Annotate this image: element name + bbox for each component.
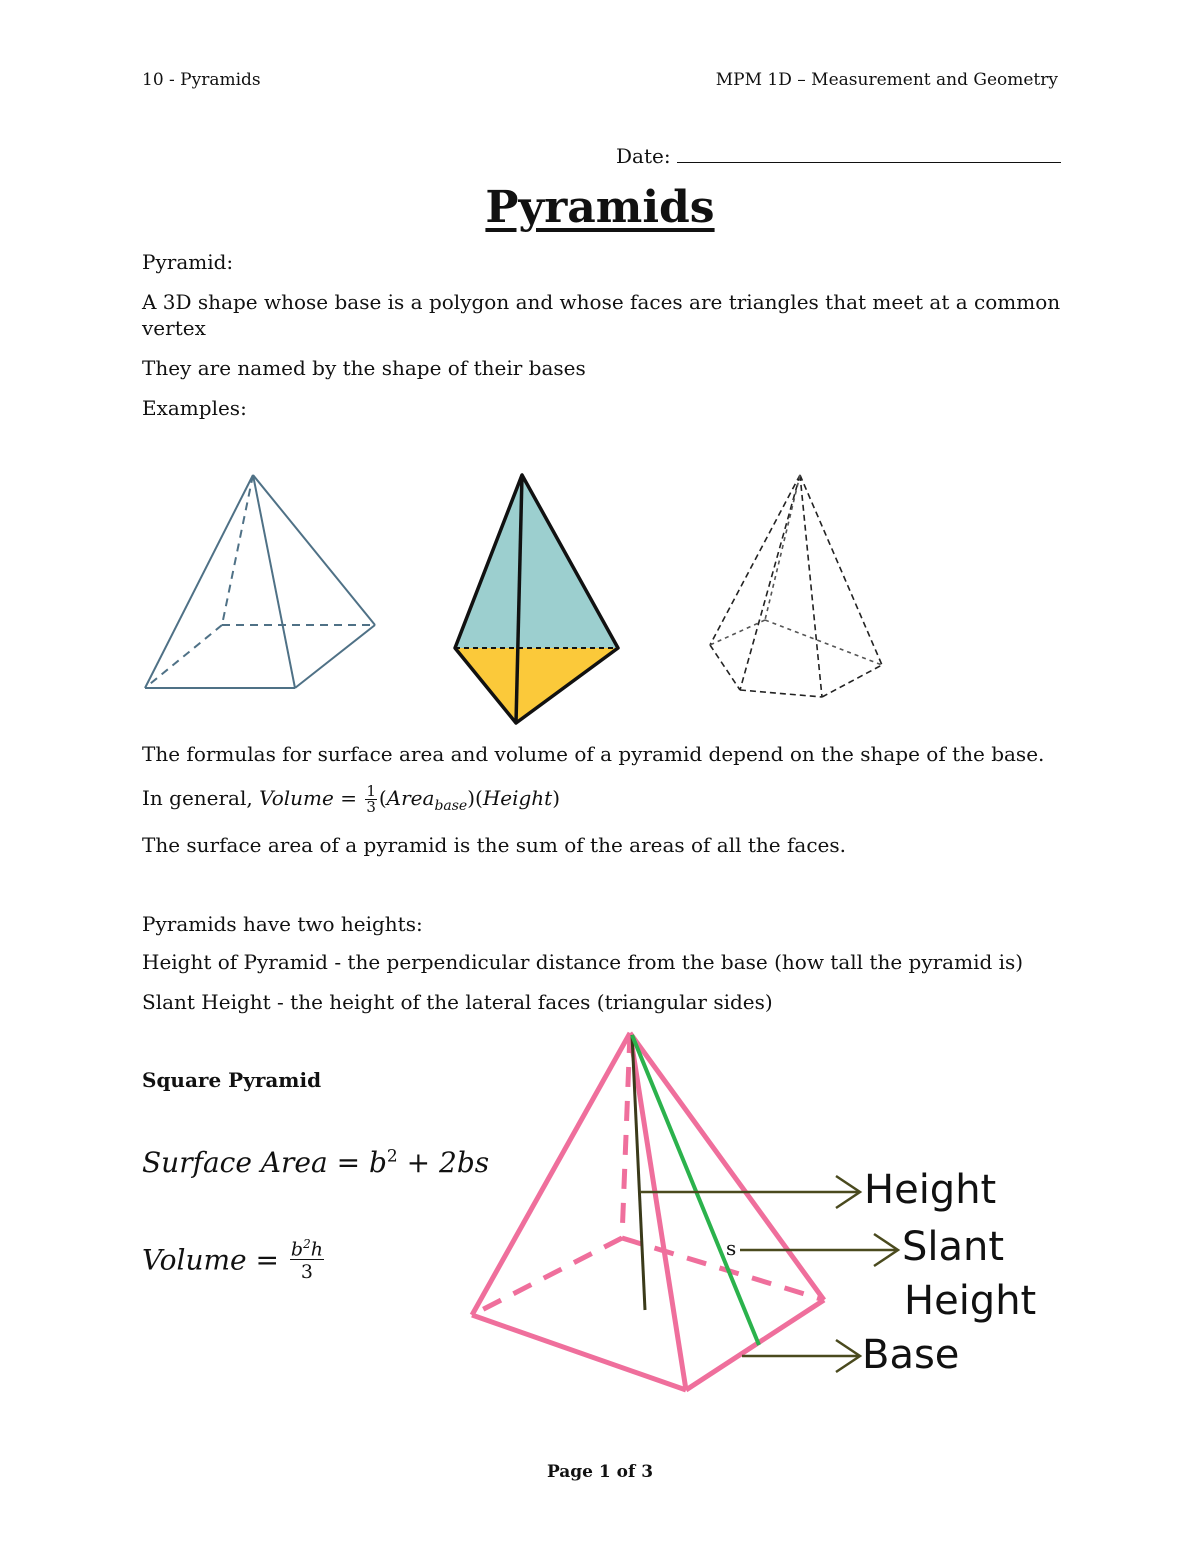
- s-marker: s: [726, 1236, 737, 1260]
- general-prefix: In general,: [142, 786, 253, 810]
- definition-line2: vertex: [142, 316, 206, 340]
- sa-b: b: [368, 1146, 387, 1179]
- definition-term: Pyramid:: [142, 250, 234, 274]
- vol-word: Volume: [142, 1243, 247, 1277]
- volume-word: Volume: [259, 786, 334, 810]
- surface-area-note: The surface area of a pyramid is the sum of the areas of all the faces.: [142, 833, 846, 857]
- slant-label-line2: Height: [904, 1278, 1037, 1324]
- pyramid-base-front-right: [686, 1300, 824, 1390]
- slant-label-line1: Slant: [902, 1224, 1005, 1270]
- pyramid-edge-front: [630, 1033, 686, 1390]
- examples-label: Examples:: [142, 396, 247, 420]
- sa-exponent: 2: [386, 1146, 398, 1167]
- vol-num-b: b: [290, 1238, 304, 1261]
- naming-rule: They are named by the shape of their bases: [142, 356, 586, 380]
- date-label: Date:: [616, 144, 671, 168]
- area-word: Area: [386, 786, 435, 810]
- base-label: Base: [862, 1332, 960, 1378]
- page-title: Pyramids: [485, 182, 715, 233]
- fraction-denominator: 3: [366, 798, 376, 816]
- definition-line1: A 3D shape whose base is a polygon and whose faces are triangles that meet at a common: [142, 290, 1061, 314]
- square-pyramid-heading: Square Pyramid: [142, 1068, 322, 1092]
- close-paren-2: ): [552, 786, 561, 810]
- vol-equals: =: [255, 1243, 279, 1277]
- close-open-paren: )(: [467, 786, 483, 810]
- height-label: Height: [864, 1167, 997, 1213]
- equals-sign: =: [340, 786, 357, 810]
- sa-equals: =: [336, 1146, 361, 1179]
- heights-intro: Pyramids have two heights:: [142, 912, 423, 936]
- height-definition: Height of Pyramid - the perpendicular distance from the base (how tall the pyramid is): [142, 950, 1024, 974]
- slant-height-definition: Slant Height - the height of the lateral faces (triangular sides): [142, 990, 773, 1014]
- vol-num-exp: 2: [303, 1237, 311, 1251]
- page-number: Page 1 of 3: [546, 1462, 654, 1482]
- slant-height-line: [632, 1035, 759, 1345]
- header-left: 10 - Pyramids: [142, 70, 261, 90]
- fraction-numerator: 1: [366, 782, 376, 800]
- sa-rest: + 2bs: [406, 1146, 490, 1179]
- pyramid-base-front-left: [472, 1315, 686, 1390]
- height-word: Height: [482, 786, 553, 810]
- vol-denominator: 3: [300, 1261, 313, 1284]
- open-paren-1: (: [378, 786, 387, 810]
- formula-intro: The formulas for surface area and volume of a pyramid depend on the shape of the base.: [142, 742, 1045, 766]
- vol-num-h: h: [310, 1238, 323, 1261]
- base-subscript: base: [434, 798, 468, 814]
- pyramid-hidden-edge: [622, 1033, 630, 1238]
- sa-word: Surface Area: [142, 1146, 328, 1179]
- pyramid-hidden-base-right: [622, 1238, 824, 1300]
- header-right: MPM 1D – Measurement and Geometry: [715, 70, 1058, 90]
